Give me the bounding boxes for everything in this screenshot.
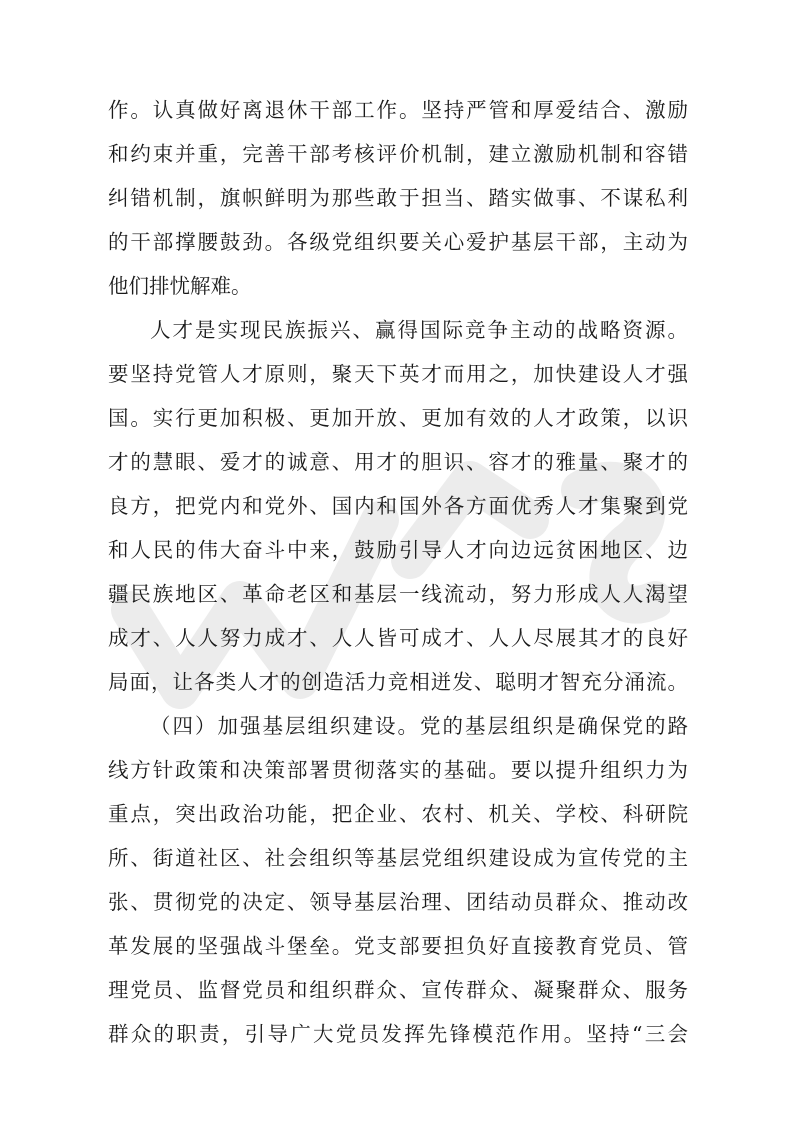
paragraph-2-line-1: 人才是实现民族振兴、赢得国际竞争主动的战略资源。 (150, 318, 688, 342)
paragraph-2-line-9: 局面，让各类人才的创造活力竞相迸发、聪明才智充分涌流。 (108, 670, 688, 694)
paragraph-3-line-8: 群众的职责，引导广大党员发挥先锋模范作用。坚持“三会 (108, 1022, 688, 1046)
paragraph-1-line-3: 纠错机制，旗帜鲜明为那些敢于担当、踏实做事、不谋私利 (108, 186, 688, 210)
paragraph-2-line-5: 良方，把党内和党外、国内和国外各方面优秀人才集聚到党 (108, 494, 688, 518)
paragraph-1-line-5: 他们排忧解难。 (108, 274, 252, 298)
paragraph-2-line-4: 才的慧眼、爱才的诚意、用才的胆识、容才的雅量、聚才的 (108, 450, 688, 474)
paragraph-2-line-7: 疆民族地区、革命老区和基层一线流动，努力形成人人渴望 (108, 582, 688, 606)
paragraph-3-line-5: 张、贯彻党的决定、领导基层治理、团结动员群众、推动改 (108, 890, 688, 914)
paragraph-2-line-8: 成才、人人努力成才、人人皆可成才、人人尽展其才的良好 (108, 626, 688, 650)
paragraph-1-line-4: 的干部撑腰鼓劲。各级党组织要关心爱护基层干部，主动为 (108, 230, 688, 254)
paragraph-3-line-2: 线方针政策和决策部署贯彻落实的基础。要以提升组织力为 (108, 758, 688, 782)
paragraph-2-line-6: 和人民的伟大奋斗中来，鼓励引导人才向边远贫困地区、边 (108, 538, 688, 562)
paragraph-2-line-2: 要坚持党管人才原则，聚天下英才而用之，加快建设人才强 (108, 362, 688, 386)
paragraph-1-line-2: 和约束并重，完善干部考核评价机制，建立激励机制和容错 (108, 142, 688, 166)
paragraph-3-line-4: 所、街道社区、社会组织等基层党组织建设成为宣传党的主 (108, 846, 688, 870)
paragraph-3-line-3: 重点，突出政治功能，把企业、农村、机关、学校、科研院 (108, 802, 688, 826)
paragraph-3-line-1: （四）加强基层组织建设。党的基层组织是确保党的路 (150, 714, 688, 738)
paragraph-2-line-3: 国。实行更加积极、更加开放、更加有效的人才政策，以识 (108, 406, 688, 430)
paragraph-1-line-1: 作。认真做好离退休干部工作。坚持严管和厚爱结合、激励 (108, 98, 688, 122)
paragraph-3-line-7: 理党员、监督党员和组织群众、宣传群众、凝聚群众、服务 (108, 978, 688, 1002)
paragraph-3-line-6: 革发展的坚强战斗堡垒。党支部要担负好直接教育党员、管 (108, 934, 688, 958)
